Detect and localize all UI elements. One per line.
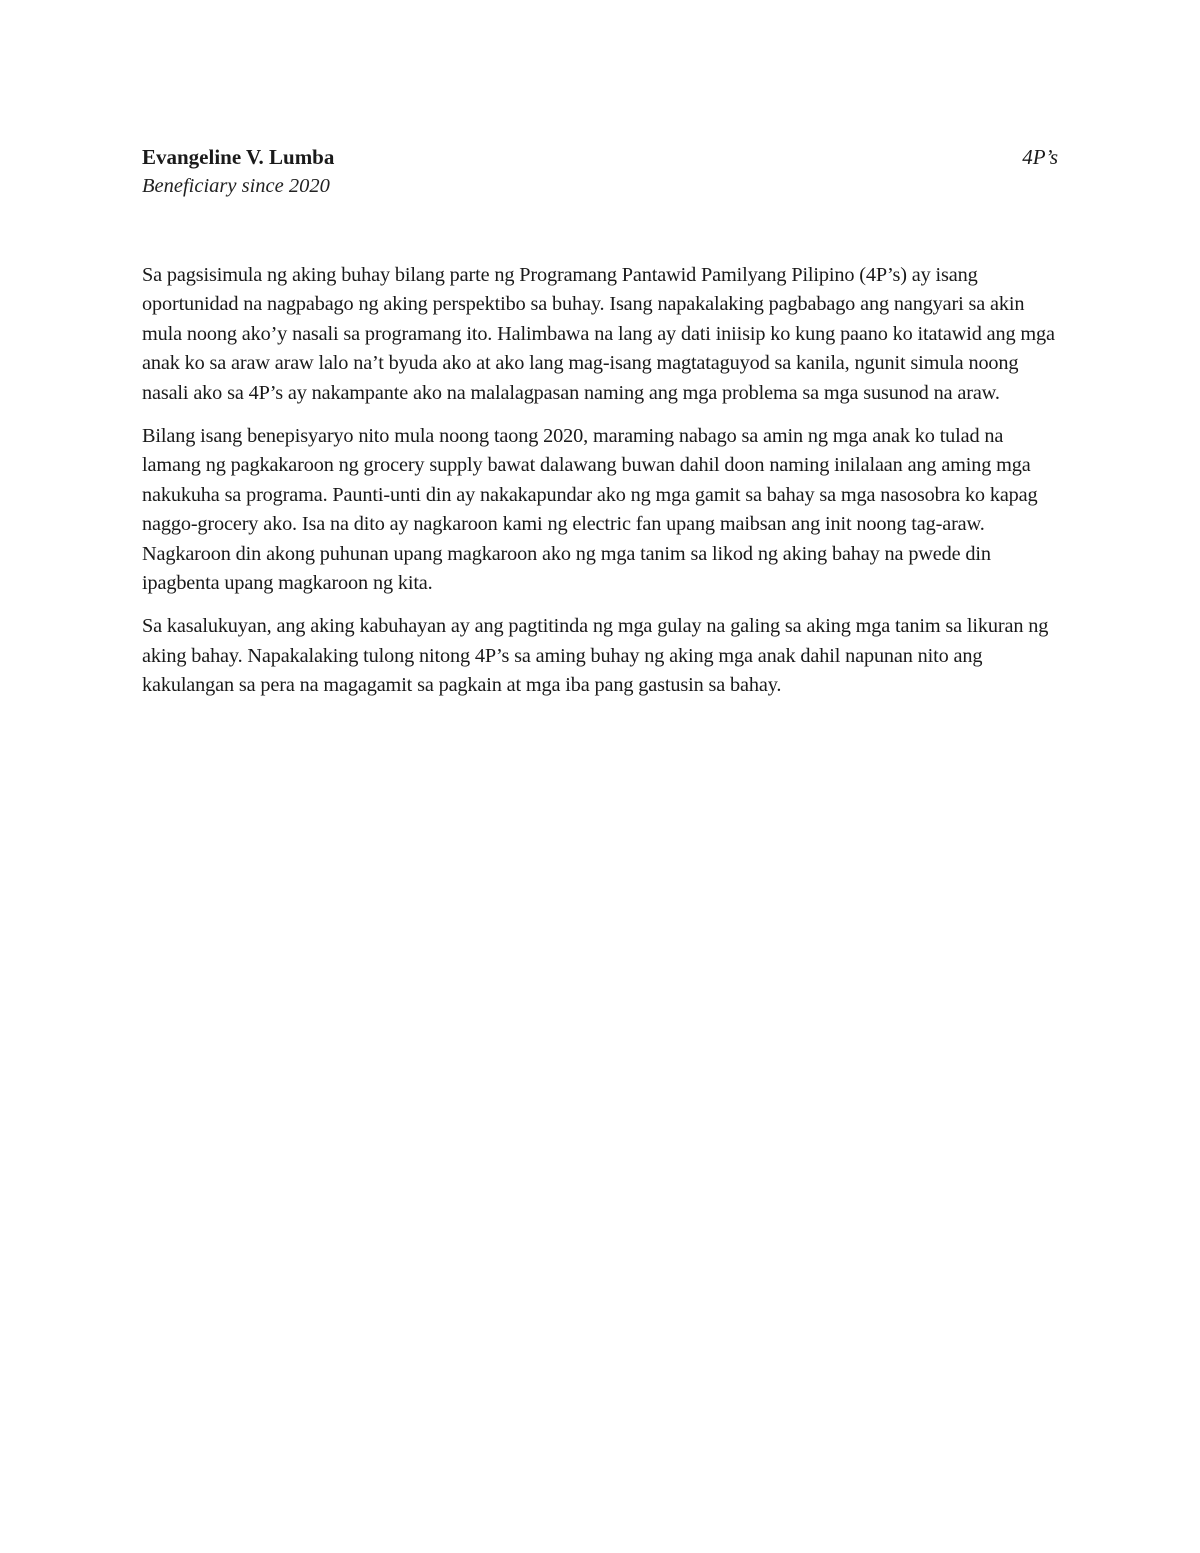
author-name: Evangeline V. Lumba: [142, 145, 335, 169]
document-header: [142, 143, 1060, 201]
body-paragraph: Sa kasalukuyan, ang aking kabuhayan ay ang pagtitinda ng mga gulay na galing sa aking mga tanim sa likuran ng aking bahay. Napakalaking tulong nitong 4P’s sa aming buhay ng aking mga anak dahil napunan nito ang kakulangan sa pera na magagamit sa pagkain at mga iba pang gastusin sa bahay.: [142, 615, 1049, 697]
body-paragraph: Bilang isang benepisyaryo nito mula noong taong 2020, maraming nabago sa amin ng mga anak ko tulad na lamang ng pagkakaroon ng grocery supply bawat dalawang buwan dahil doon naming inilalaan ang aming mga nakukuha sa programa. Paunti-unti din ay nakakapundar ako ng mga gamit sa bahay sa mga nasosobra ko kapag naggo-grocery ako. Isa na dito ay nagkaroon kami ng electric fan upang maibsan ang init noong tag-araw. Nagkaroon din akong puhunan upang magkaroon ako ng mga tanim sa likod ng aking bahay na pwede din ipagbenta upang magkaroon ng kita.: [142, 425, 1038, 595]
body-paragraph: Sa pagsisimula ng aking buhay bilang parte ng Programang Pantawid Pamilyang Pilipino (4P’s) ay isang oportunidad na nagpabago ng aking perspektibo sa buhay. Isang napakalaking pagbabago ang nangyari sa akin mula noong ako’y nasali sa programang ito. Halimbawa na lang ay dati iniisip ko kung paano ko itatawid ang mga anak ko sa araw araw lalo na’t byuda ako at ako lang mag-isang magtataguyod sa kanila, ngunit simula noong nasali ako sa 4P’s ay nakampante ako na malalagpasan naming ang mga problema sa mga susunod na araw.: [142, 264, 1055, 404]
author-subtitle: Beneficiary since 2020: [142, 175, 330, 197]
document-body: [142, 261, 1062, 715]
program-tag: 4P’s: [1022, 145, 1058, 169]
